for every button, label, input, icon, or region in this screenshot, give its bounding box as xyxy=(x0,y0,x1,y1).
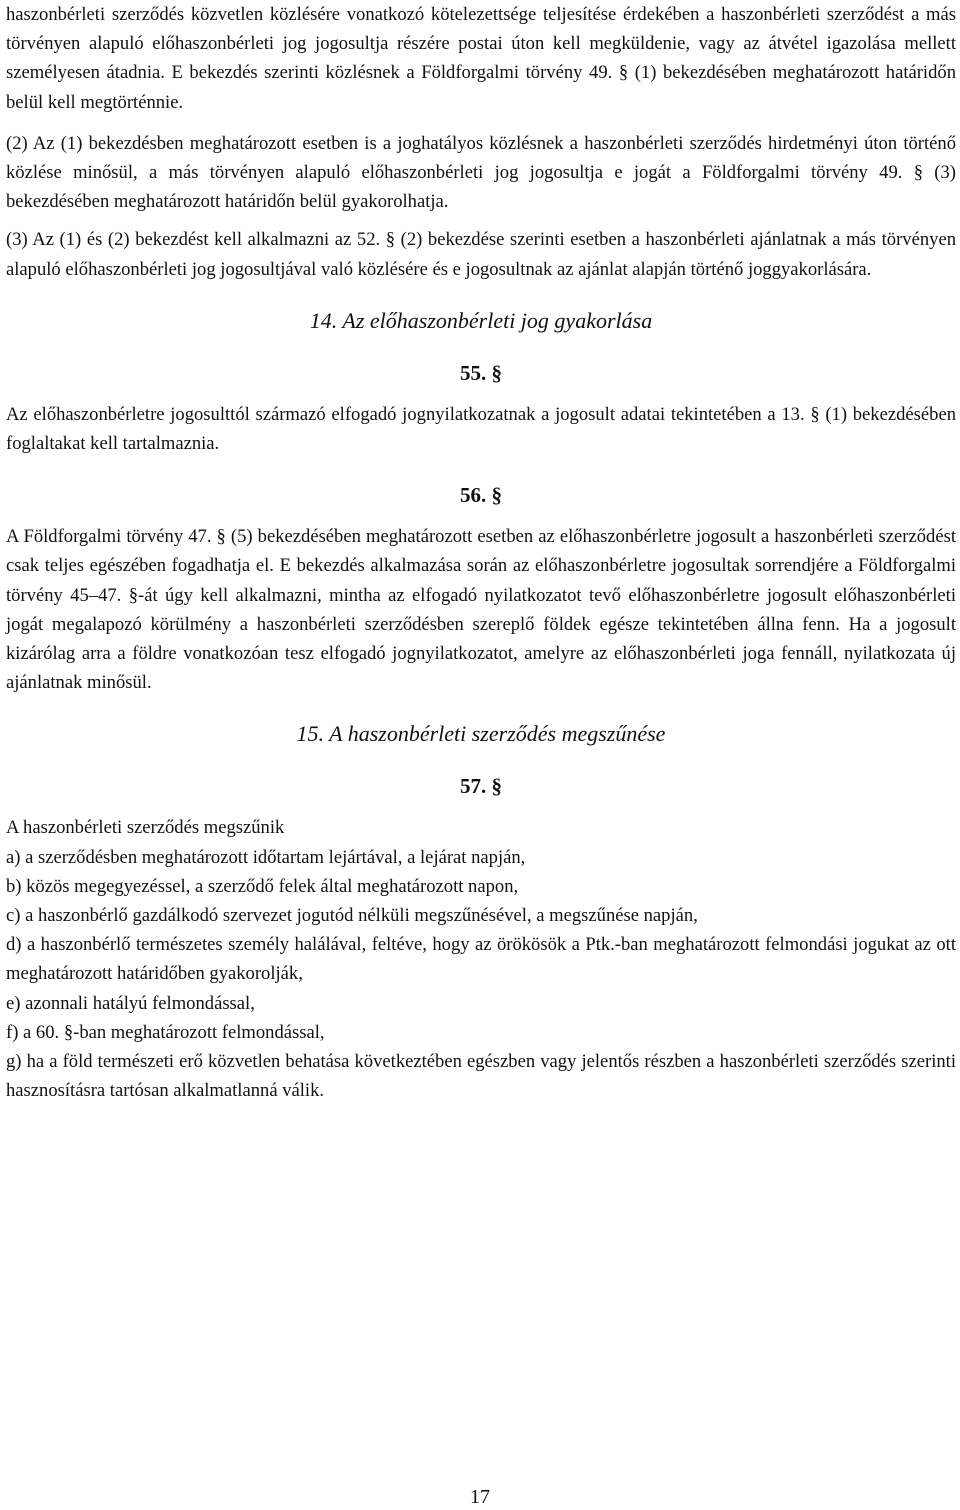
page-number: 17 xyxy=(470,1486,490,1508)
section-57-heading: 57. § xyxy=(460,774,502,799)
section-15-heading: 15. A haszonbérleti szerződés megszűnése xyxy=(296,721,666,747)
paragraph-57-intro: A haszonbérleti szerződés megszűnik xyxy=(6,817,285,839)
list-item: g) ha a föld természeti erő közvetlen behatása következtében egészben vagy jelentős részben a haszonbérleti szerződés szerinti hasznosításra tartósan alkalmatlanná válik. xyxy=(6,1051,956,1102)
list-item: b) közös megegyezéssel, a szerződő felek által meghatározott napon, xyxy=(6,875,519,897)
paragraph-55: Az előhaszonbérletre jogosulttól származó elfogadó jognyilatkozatnak a jogosult adatai tekintetében a 13. § (1) bekezdésében foglaltakat kell tartalmaznia. xyxy=(6,403,956,455)
list-item: d) a haszonbérlő természetes személy halálával, feltéve, hogy az örökösök a Ptk.-ban meghatározott felmondási jogukat az ott meghatározott határidőben gyakorolják, xyxy=(6,934,956,985)
termination-list xyxy=(6,843,956,1106)
list-item: c) a haszonbérlő gazdálkodó szervezet jogutód nélküli megszűnésével, a megszűnése napján, xyxy=(6,905,698,927)
list-item: e) azonnali hatályú felmondással, xyxy=(6,992,255,1014)
section-56-heading: 56. § xyxy=(460,483,502,508)
paragraph-56: A Földforgalmi törvény 47. § (5) bekezdésében meghatározott esetben az előhaszonbérletre jogosult a haszonbérleti szerződést csak teljes egészében fogadhatja el. E bekezdés alkalmazása során az előhaszonbérletre jogosultak sorrendjére a Földforgalmi törvény 45–47. §-át úgy kell alkalmazni, mintha az elfogadó nyilatkozatot tevő előhaszonbérletre jogosult előhaszonbérleti jogát megalapozó körülmény a haszonbérleti szerződésben szereplő földek egésze tekintetében állna fenn. Ha a jogosult kizárólag arra a földre vonatkozóan tesz elfogadó jognyilatkozatot, amelyre az előhaszonbérleti joga fennáll, nyilatkozata új ajánlatnak minősül. xyxy=(6,526,956,694)
document-body xyxy=(6,0,956,1105)
section-55-heading: 55. § xyxy=(460,360,502,385)
paragraph-2: (2) Az (1) bekezdésben meghatározott esetben is a joghatályos közlésnek a haszonbérleti szerződés hirdetményi úton történő közlése minősül, a más törvényen alapuló előhaszonbérleti jog jogosultja e jogát a Földforgalmi törvény 49. § (3) bekezdésében meghatározott határidőn belül gyakorolhatja. xyxy=(6,132,956,213)
section-14-heading: 14. Az előhaszonbérleti jog gyakorlása xyxy=(309,307,653,333)
list-item: a) a szerződésben meghatározott időtartam lejártával, a lejárat napján, xyxy=(6,846,526,868)
list-item: f) a 60. §-ban meghatározott felmondással, xyxy=(6,1021,325,1043)
paragraph-3: (3) Az (1) és (2) bekezdést kell alkalmazni az 52. § (2) bekezdése szerinti esetben a haszonbérleti ajánlatnak a más törvényen alapuló előhaszonbérleti jog jogosultjával való közlésére és e jogosultnak az ajánlat alapján történő joggyakorlására. xyxy=(6,229,956,280)
paragraph-continuation: haszonbérleti szerződés közvetlen közlésére vonatkozó kötelezettsége teljesítése érdekében a haszonbérleti szerződést a más törvényen alapuló előhaszonbérleti jog jogosultja részére postai úton kell megküldenie, vagy az átvétel igazolása mellett személyesen átadnia. E bekezdés szerinti közlésnek a Földforgalmi törvény 49. § (1) bekezdésében meghatározott határidőn belül kell megtörténnie. xyxy=(6,4,956,113)
